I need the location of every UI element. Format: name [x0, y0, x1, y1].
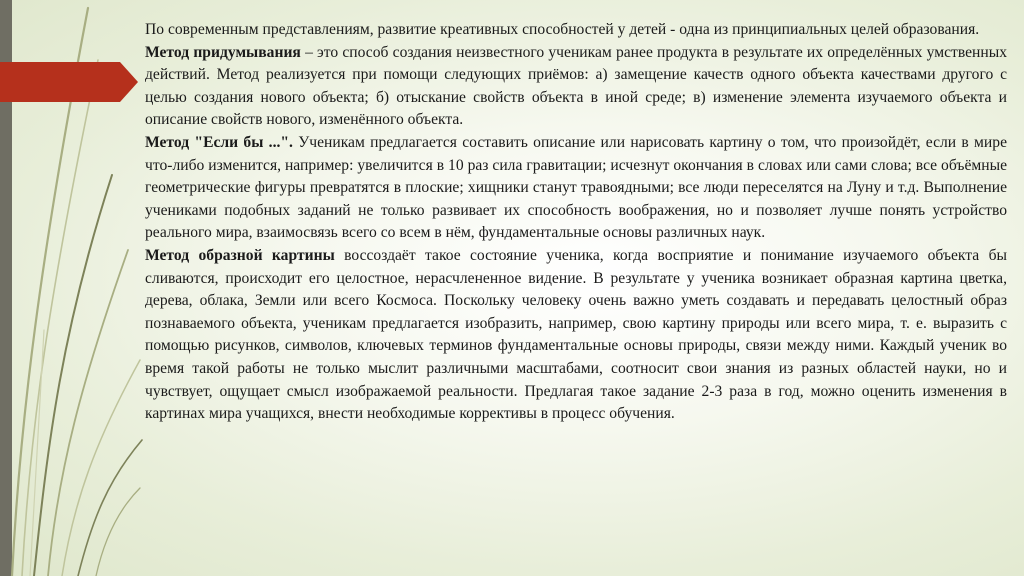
decorative-grass-lines: [0, 0, 150, 576]
method-if-paragraph: [145, 132, 1007, 245]
method-invention-text: – это способ создания неизвестного ученикам ранее продукта в результате их определённых умственных действий. Метод реализуется при помощи следующих приёмов: а) замещение качеств одного объекта качествами другого с целью создания нового объекта; б) отыскание свойств объекта в иной среде; в) изменение элемента изучаемого объекта и описание свойств нового, изменённого объекта.: [145, 43, 1007, 129]
method-image-paragraph: [145, 245, 1007, 426]
red-accent-tab: [0, 62, 138, 102]
method-if-title: Метод "Если бы ...".: [145, 133, 293, 151]
method-image-text: воссоздаёт такое состояние ученика, когда восприятие и понимание изучаемого объекта бы сливаются, происходит его целостное, нерасчлененное видение. В результате у ученика возникает образная картина цветка, дерева, облака, Земли или всего Космоса. Поскольку человеку очень важно уметь создавать и передавать целостный образ познаваемого объекта, ученикам предлагается изобразить, например, свою картину природы или всего мира, т. е. выразить с помощью рисунков, символов, ключевых терминов фундаментальные основы природы, связи между ними. Каждый ученик во время такой работы не только мыслит различными масштабами, соотносит свои знания из разных областей науки, но и чувствует, ощущает смысл изображаемой реальности. Предлагая такое задание 2-3 раза в год, можно оценить изменения в картинах мира учащихся, внести необходимые коррективы в процесс обучения.: [145, 246, 1007, 423]
intro-paragraph: [145, 19, 1007, 42]
slide-text-body: [145, 19, 1007, 426]
method-image-title: Метод образной картины: [145, 246, 335, 264]
intro-text: По современным представлениям, развитие креативных способностей у детей - одна из принципиальных целей образования.: [145, 21, 980, 38]
method-if-text: Ученикам предлагается составить описание или нарисовать картину о том, что произойдёт, если в мире что-либо изменится, например: увеличится в 10 раз сила гравитации; исчезнут окончания в словах или сами слова; все объёмные геометрические фигуры превратятся в плоские; хищники станут травоядными; все люди переселятся на Луну и т.д. Выполнение учениками подобных заданий не только развивает их способность воображения, но и позволяет лучше понять устройство реального мира, взаимосвязь всего со всем в нём, фундаментальные основы различных наук.: [145, 133, 1007, 242]
method-invention-paragraph: [145, 42, 1007, 132]
method-invention-title: Метод придумывания: [145, 43, 301, 61]
